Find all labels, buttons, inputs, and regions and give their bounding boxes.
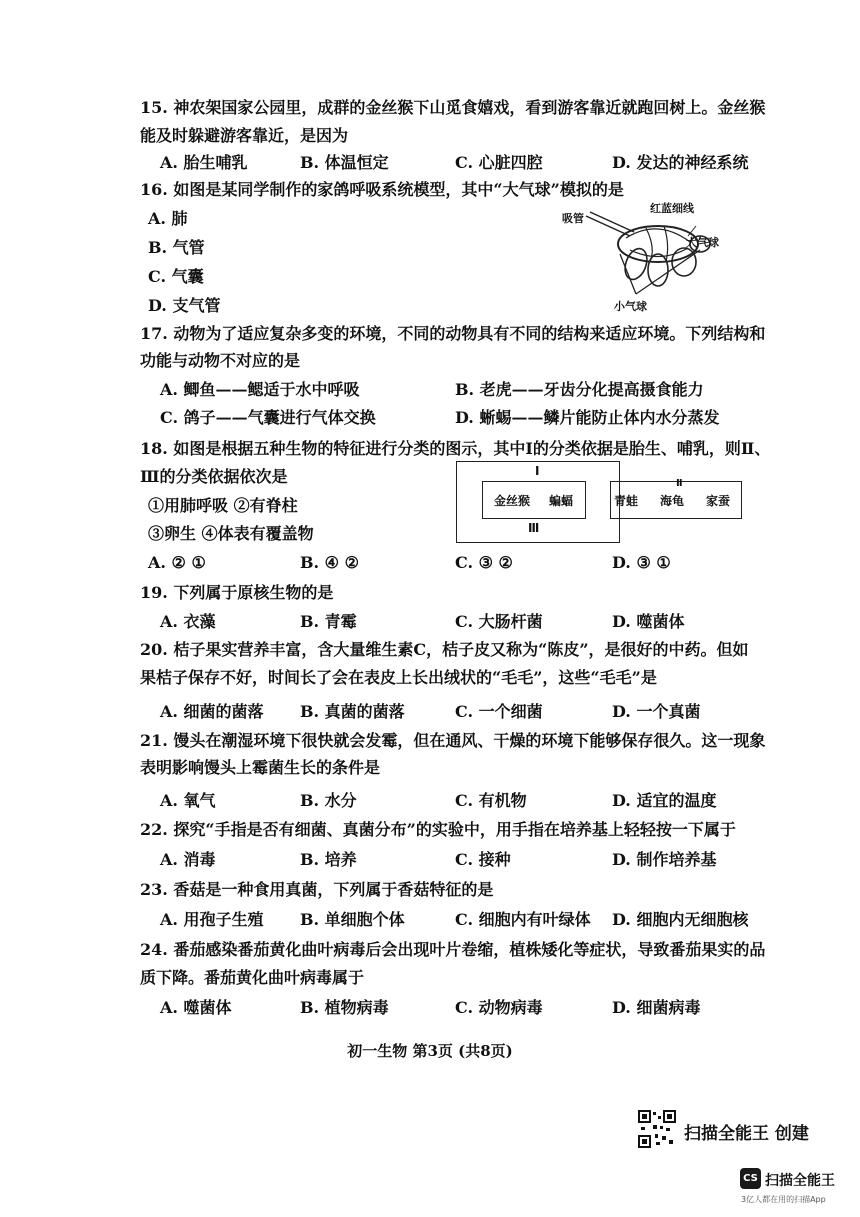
q24-option-a: A. 噬菌体 [160,998,232,1017]
q21-option-d: D. 适宜的温度 [612,791,717,810]
item-turtle: 海龟 [660,494,685,508]
q19-option-c: C. 大肠杆菌 [455,612,543,631]
item-bat: 蝙蝠 [549,494,574,508]
q15-option-d: D. 发达的神经系统 [612,153,749,172]
q21-option-c: C. 有机物 [455,791,527,810]
q17-line1: 17. 动物为了适应复杂多变的环境，不同的动物具有不同的结构来适应环境。下列结构和 [140,324,766,343]
q19-option-b: B. 青霉 [300,612,357,631]
figure-label-thread: 红蓝细线 [650,202,694,215]
q23-option-c: C. 细胞内有叶绿体 [455,910,591,929]
figure-label-big-balloon: 大气球 [686,236,719,249]
q19-option-d: D. 噬菌体 [612,612,685,631]
q16-option-b: B. 气管 [148,238,205,257]
q18-criteria-2: ③卵生 ④体表有覆盖物 [148,524,314,543]
q17-option-b: B. 老虎——牙齿分化提高摄食能力 [455,380,704,399]
q23-option-b: B. 单细胞个体 [300,910,405,929]
q18-option-b: B. ④ ② [300,553,359,572]
q16-option-d: D. 支气管 [148,296,221,315]
q17-option-a: A. 鲫鱼——鳃适于水中呼吸 [160,380,360,399]
q24-option-d: D. 细菌病毒 [612,998,701,1017]
q17-option-d: D. 蜥蜴——鳞片能防止体内水分蒸发 [455,408,720,427]
figure-label-small-balloon: 小气球 [614,300,647,313]
label-I: I [535,464,540,478]
label-III: Ⅲ [528,521,540,535]
q16-option-a: A. 肺 [148,209,188,228]
q18-option-a: A. ② ① [148,553,206,572]
item-frog: 青蛙 [614,494,639,508]
q22-line1: 22. 探究“手指是否有细菌、真菌分布”的实验中，用手指在培养基上轻轻按一下属于 [140,820,736,839]
q19-option-a: A. 衣藻 [160,612,216,631]
q20-line2: 果桔子保存不好，时间长了会在表皮上长出绒状的“毛毛”，这些“毛毛”是 [140,668,657,687]
q20-option-b: B. 真菌的菌落 [300,702,405,721]
q18-option-d: D. ③ ① [612,553,671,572]
q17-line2: 功能与动物不对应的是 [140,351,301,370]
q21-option-a: A. 氧气 [160,791,216,810]
q15-line2: 能及时躲避游客靠近，是因为 [140,126,349,145]
q22-option-a: A. 消毒 [160,850,216,869]
q18-line1: 18. 如图是根据五种生物的特征进行分类的图示，其中Ⅰ的分类依据是胎生、哺乳，则Ⅱ、 [140,439,771,458]
q24-line2: 质下降。番茄黄化曲叶病毒属于 [140,968,365,987]
q22-option-c: C. 接种 [455,850,511,869]
q16-option-c: C. 气囊 [148,267,204,286]
q15-line1: 15. 神农架国家公园里，成群的金丝猴下山觅食嬉戏，看到游客靠近就跑回树上。金丝猴 [140,98,766,117]
item-golden-monkey: 金丝猴 [494,494,531,508]
q20-option-c: C. 一个细菌 [455,702,543,721]
q24-option-b: B. 植物病毒 [300,998,389,1017]
camscanner-tagline: 3亿人都在用的扫描App [741,1195,826,1204]
q23-line1: 23. 香菇是一种食用真菌，下列属于香菇特征的是 [140,880,494,899]
q15-option-b: B. 体温恒定 [300,153,389,172]
q24-option-c: C. 动物病毒 [455,998,543,1017]
q15-option-c: C. 心脏四腔 [455,153,543,172]
page-footer: 初一生物 第3页 (共8页) [347,1042,513,1060]
pigeon-respiratory-model-figure [560,198,730,313]
q22-option-b: B. 培养 [300,850,357,869]
q20-option-d: D. 一个真菌 [612,702,701,721]
q16-line1: 16. 如图是某同学制作的家鸽呼吸系统模型，其中“大气球”模拟的是 [140,180,624,199]
q18-option-c: C. ③ ② [455,553,513,572]
q21-line1: 21. 馒头在潮湿环境下很快就会发霉，但在通风、干燥的环境下能够保存很久。这一现象 [140,731,766,750]
figure-label-straw: 吸管 [562,212,584,225]
q21-option-b: B. 水分 [300,791,357,810]
q22-option-d: D. 制作培养基 [612,850,717,869]
q15-option-a: A. 胎生哺乳 [160,153,248,172]
scan-badge-text: 扫描全能王 创建 [684,1124,809,1144]
q23-option-d: D. 细胞内无细胞核 [612,910,749,929]
q23-option-a: A. 用孢子生殖 [160,910,264,929]
qr-code-icon [638,1110,676,1148]
q20-line1: 20. 桔子果实营养丰富，含大量维生素C，桔子皮又称为“陈皮”，是很好的中药。但如 [140,640,749,659]
q24-line1: 24. 番茄感染番茄黄化曲叶病毒后会出现叶片卷缩，植株矮化等症状，导致番茄果实的品 [140,940,766,959]
item-silkworm: 家蚕 [706,494,731,508]
camscanner-logo-icon: CS [740,1168,761,1189]
q18-line2: Ⅲ的分类依据依次是 [140,467,288,486]
q21-line2: 表明影响馒头上霉菌生长的条件是 [140,758,381,777]
q20-option-a: A. 细菌的菌落 [160,702,264,721]
camscanner-name: 扫描全能王 [765,1173,835,1189]
q18-criteria-1: ①用肺呼吸 ②有脊柱 [148,496,298,515]
label-II: Ⅱ [676,478,683,489]
q19-line1: 19. 下列属于原核生物的是 [140,583,334,602]
q17-option-c: C. 鸽子——气囊进行气体交换 [160,408,376,427]
